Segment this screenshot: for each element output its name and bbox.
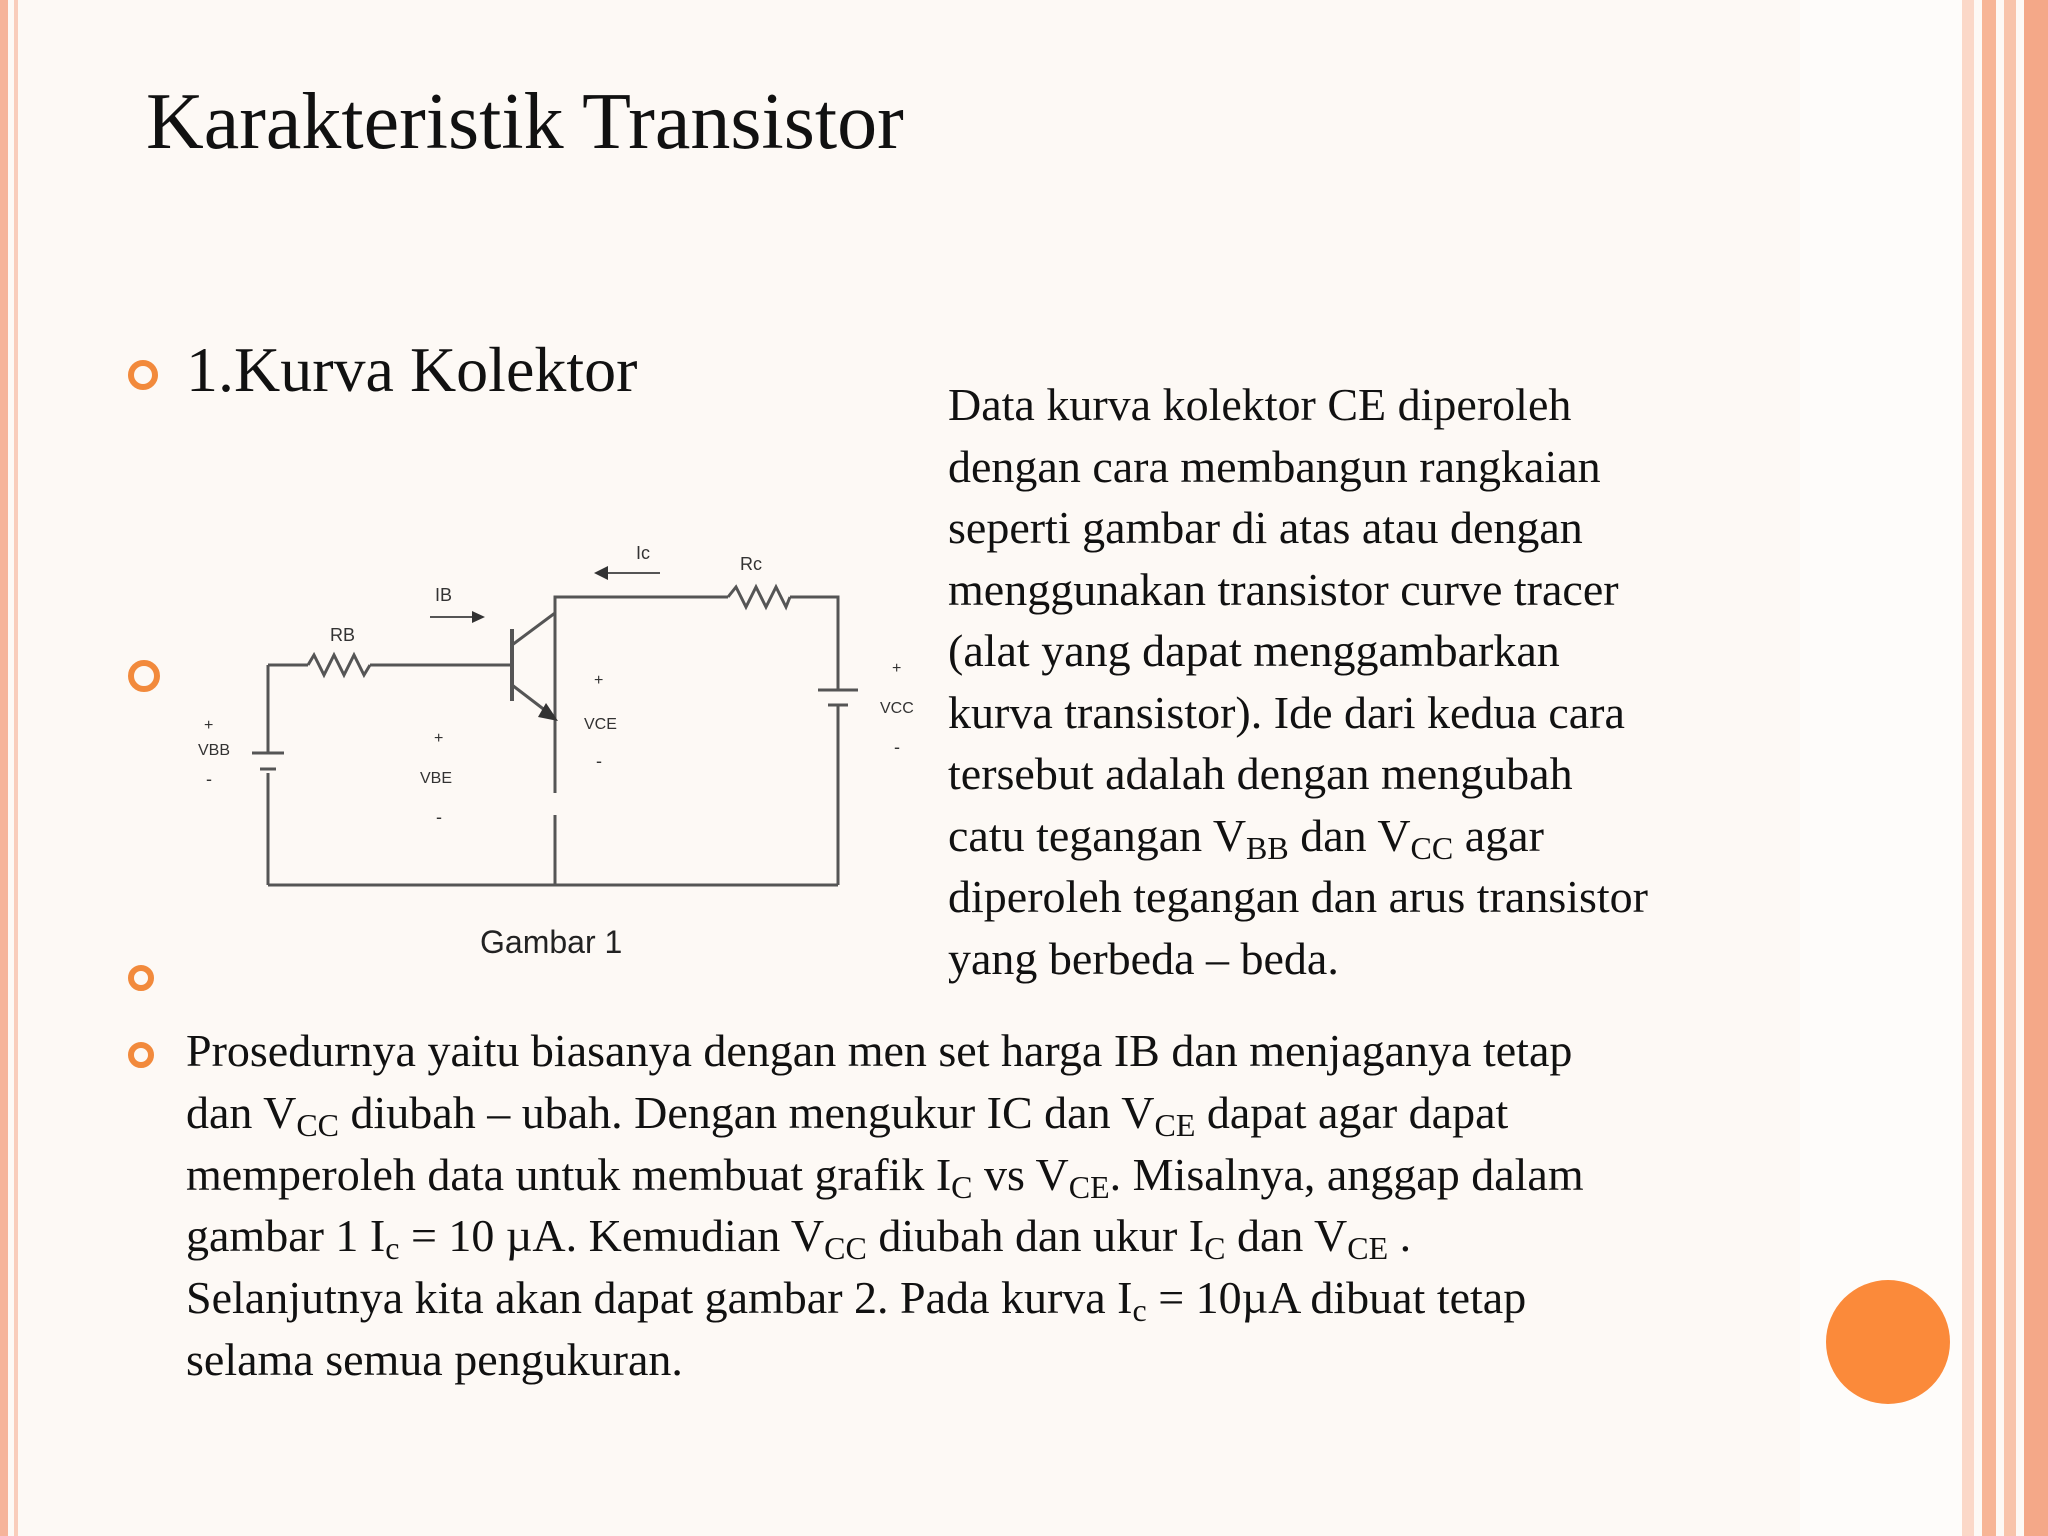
right-border-stripe [2004, 0, 2016, 1536]
figure-caption: Gambar 1 [480, 924, 623, 960]
label-ib: IB [435, 585, 453, 605]
label-plus: + [594, 672, 604, 689]
label-plus: + [892, 660, 902, 677]
label-minus: - [596, 751, 602, 771]
label-rb: RB [330, 625, 356, 645]
label-plus: + [434, 730, 444, 747]
left-border-stripe-thin [14, 0, 18, 1536]
bullet-icon [128, 360, 158, 390]
label-minus: - [894, 737, 900, 757]
slide-title: Karakteristik Transistor [146, 78, 904, 166]
ib-arrow [472, 611, 485, 623]
label-vbe: VBE [420, 770, 453, 787]
procedure-paragraph: Prosedurnya yaitu biasanya dengan men set harga IB dan menjaganya tetap dan $V_{CC}$ diubah – ubah. Dengan mengukur IC dan $V_{CE}$ dapat agar dapat memperoleh data untuk membuat grafik $I_C$ vs $V_{CE}$. Misalnya, anggap dalam gambar 1 $I_c = 10$ µA. Kemudian $V_{CC}$ diubah dan ukur $I_C$ dan $V_{CE}$ . Selanjutnya kita akan dapat gambar 2. Pada kurva $I_c = 10\mu A$ dibuat tetap selama semua pengukuran. [186, 1025, 1584, 1385]
description-paragraph: Data kurva kolektor CE diperoleh dengan cara membangun rangkaian seperti gambar di atas atau dengan menggunakan transistor curve tracer (alat yang dapat menggambarkan kurva transistor). Ide dari kedua cara tersebut adalah dengan mengubah catu tegangan $V_{BB}$ dan $V_{CC}$ agar diperoleh tegangan dan arus transistor yang berbeda – beda. [948, 379, 1648, 984]
resistor-rb [308, 655, 370, 675]
bullet-icon [128, 1042, 154, 1068]
decorative-orange-circle [1826, 1280, 1950, 1404]
ic-arrow [594, 566, 608, 580]
label-minus: - [436, 807, 442, 827]
label-rc: Rc [740, 554, 762, 574]
label-vce: VCE [584, 716, 617, 733]
right-border-stripe [1982, 0, 1996, 1536]
section-heading: 1.Kurva Kolektor [186, 334, 638, 405]
right-border-stripe [1962, 0, 1974, 1536]
label-vcc: VCC [880, 700, 914, 717]
bullet-icon [128, 965, 154, 991]
label-minus: - [206, 769, 212, 789]
right-border-stripe [2024, 0, 2048, 1536]
circuit-diagram [190, 525, 920, 905]
label-vbb: VBB [198, 742, 231, 759]
bullet-icon [128, 660, 160, 692]
label-plus: + [204, 717, 214, 734]
label-ic: Ic [636, 543, 651, 563]
left-border-stripe [0, 0, 8, 1536]
resistor-rc [728, 587, 790, 607]
